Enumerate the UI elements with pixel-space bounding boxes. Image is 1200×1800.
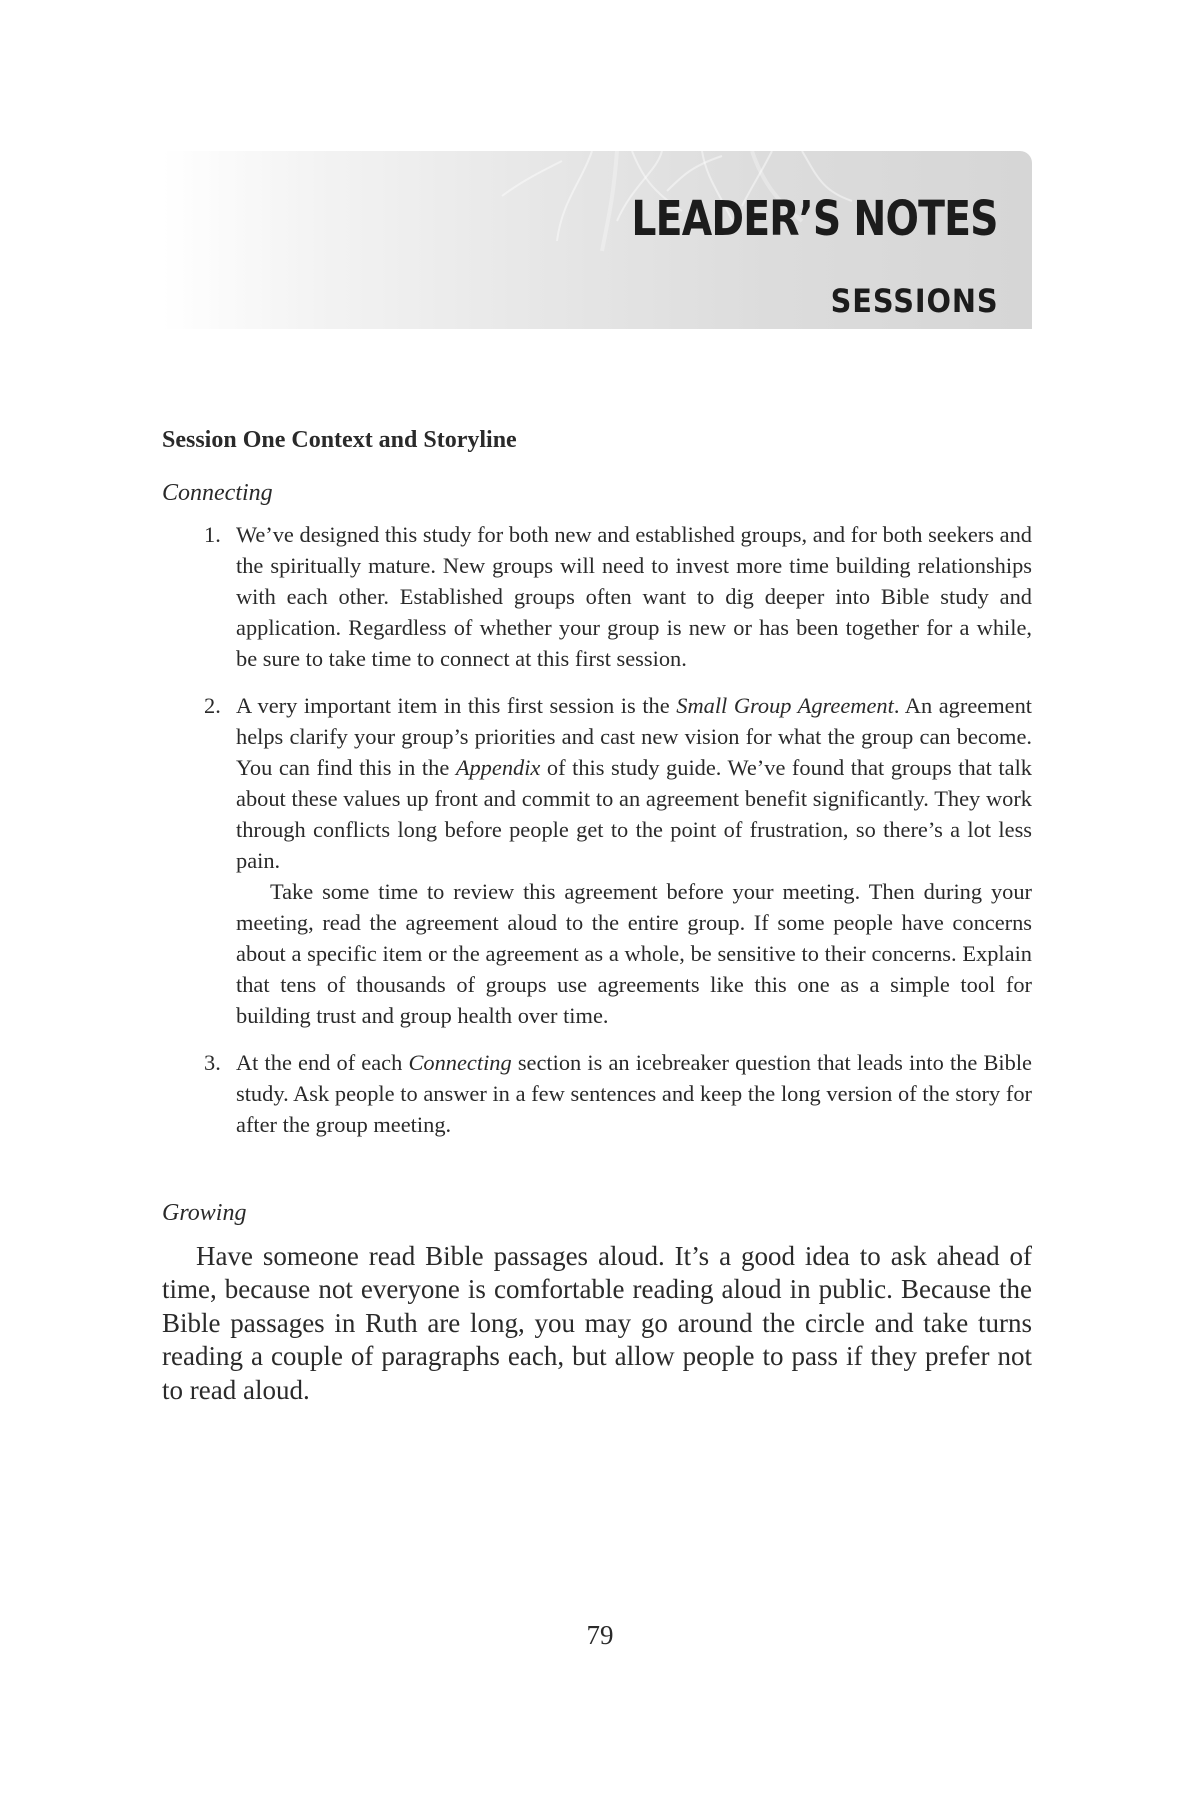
text-run: A very important item in this first session is the: [236, 693, 677, 719]
emphasis-small-group-agreement: Small Group Agreement: [676, 693, 894, 719]
emphasis-appendix: Appendix: [455, 755, 541, 781]
note-number: 3.: [204, 1050, 221, 1076]
text-run: section is an icebreaker question that leads into the Bible study. Ask people to answer in a few sentences and keep the long version of the story for after the group meeting.: [236, 1050, 1032, 1138]
connecting-notes-list: [162, 519, 1032, 1140]
note-paragraph: Take some time to review this agreement before your meeting. Then during your meeting, read the agreement aloud to the entire group. If some people have concerns about a specific item or the agreement as a whole, be sensitive to their concerns. Explain that tens of thousands of groups use agreements like this one as a simple tool for building trust and group health over time.: [236, 879, 1032, 1029]
text-run: . An agreement helps clarify your group’s priorities and cast new vision for what the group can become. You can find this in the: [236, 693, 1032, 781]
note-paragraph: [236, 690, 1032, 876]
page-subtitle: SESSIONS: [830, 282, 998, 320]
note-paragraph: [236, 1047, 1032, 1140]
note-item-1: [162, 519, 1032, 674]
note-number: 1.: [204, 522, 221, 548]
text-run: of this study guide. We’ve found that groups that talk about these values up front and commit to an agreement benefit significantly. They work through conflicts long before people get to the point of frustration, so there’s a lot less pain.: [236, 755, 1032, 874]
page-number: 79: [586, 1620, 614, 1650]
page-title: LEADER’S NOTES: [631, 191, 998, 247]
growing-paragraph: Have someone read Bible passages aloud. It’s a good idea to ask ahead of time, because not everyone is comfortable reading aloud in public. Because the Bible passages in Ruth are long, you may go around the circle and take turns reading a couple of paragraphs each, but allow people to pass if they prefer not to read aloud.: [162, 1240, 1032, 1405]
note-item-2: [162, 690, 1032, 1031]
growing-label: Growing: [162, 1200, 247, 1227]
session-heading: Session One Context and Storyline: [162, 427, 517, 453]
text-run: At the end of each: [236, 1050, 409, 1076]
note-item-3: [162, 1047, 1032, 1140]
note-paragraph: We’ve designed this study for both new and established groups, and for both seekers and the spiritually mature. New groups will need to invest more time building relationships with each other. Established groups often want to dig deeper into Bible study and application. Regardless of whether your group is new or has been together for a while, be sure to take time to connect at this first session.: [236, 522, 1032, 672]
header-banner: [162, 151, 1032, 329]
note-number: 2.: [204, 693, 221, 719]
emphasis-connecting: Connecting: [408, 1050, 512, 1076]
connecting-label: Connecting: [162, 480, 273, 507]
main-content: [162, 425, 1032, 1407]
